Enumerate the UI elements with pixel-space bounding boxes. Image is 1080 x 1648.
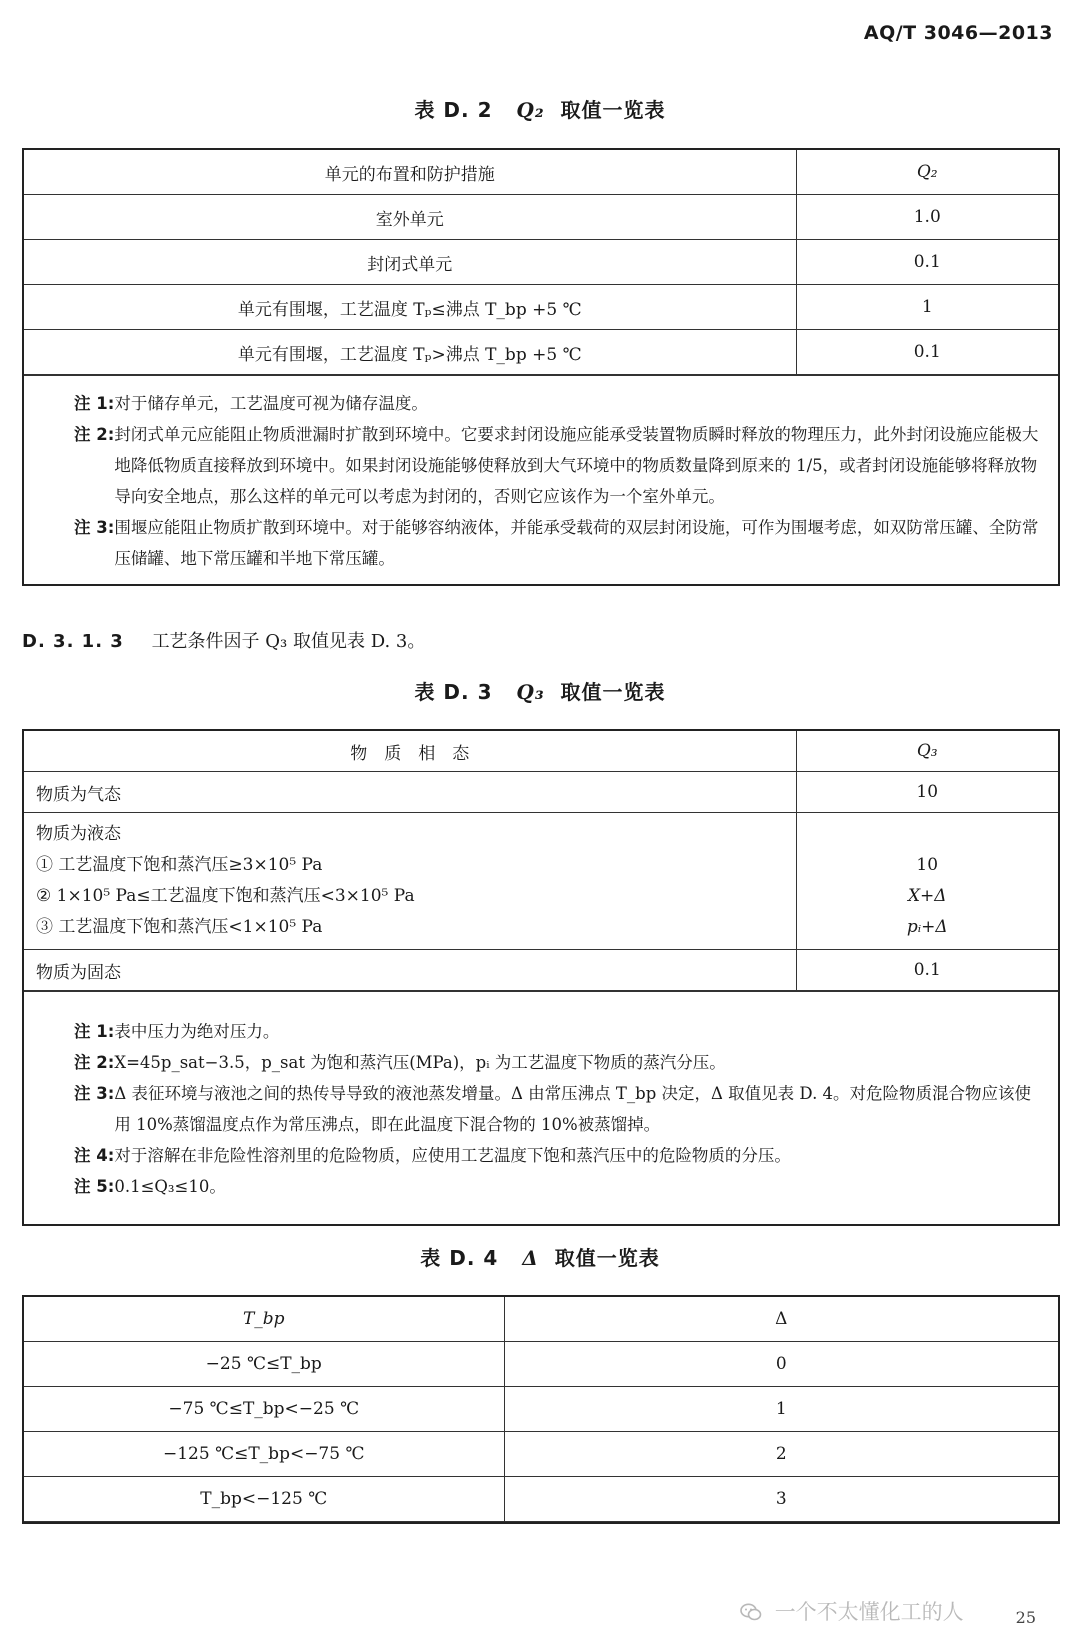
table-d3-title-symbol: Q₃ [516, 680, 545, 704]
table-row [24, 285, 1058, 330]
note-text: 围堰应能阻止物质扩散到环境中。对于能够容纳液体，并能承受载荷的双层封闭设施，可作为围堰考虑，如双防常压罐、全防常压储罐、地下常压罐和半地下常压罐。 [114, 518, 1039, 568]
table-row [24, 772, 1058, 813]
table-d4-header-row [24, 1297, 1058, 1342]
table-d2-col2-header: Q₂ [796, 150, 1058, 195]
note-tag: 注 3: [74, 1084, 115, 1103]
table-d4-title [0, 1242, 1080, 1271]
table-d2-value-cell: 1 [796, 285, 1058, 330]
wechat-icon [740, 1603, 762, 1621]
table-row [24, 813, 1058, 950]
table-d4-value-cell: 0 [504, 1342, 1058, 1387]
table-d2-value-cell: 0.1 [796, 330, 1058, 375]
table-d3 [22, 729, 1060, 1226]
note-item [74, 1078, 1046, 1140]
table-d2-header-row [24, 150, 1058, 195]
table-d4-range-cell: −25 ℃≤T_bp [24, 1342, 504, 1387]
liquid-value: 10 [916, 855, 939, 875]
liquid-value: X+Δ [907, 886, 947, 906]
note-text: 对于储存单元，工艺温度可视为储存温度。 [114, 394, 428, 413]
table-d4-value-cell: 1 [504, 1387, 1058, 1432]
table-d2-value-cell: 0.1 [796, 240, 1058, 285]
table-d2 [22, 148, 1060, 586]
table-d4-title-symbol: Δ [522, 1246, 539, 1270]
table-row [24, 1432, 1058, 1477]
table-d4-col2-header: Δ [504, 1297, 1058, 1342]
table-d4 [22, 1295, 1060, 1524]
table-d3-header-row [24, 731, 1058, 772]
note-tag: 注 4: [74, 1146, 115, 1165]
table-d4-value-cell: 2 [504, 1432, 1058, 1477]
note-text: 表中压力为绝对压力。 [114, 1022, 280, 1041]
table-row [24, 950, 1058, 991]
table-row [24, 1387, 1058, 1432]
note-text: Δ 表征环境与液池之间的热传导导致的液池蒸发增量。Δ 由常压沸点 T_bp 决定，Δ 取值见表 D. 4。对危险物质混合物应该使用 10%蒸馏温度点作为常压沸点，即在此温度下混合物的 10%被蒸馏掉。 [114, 1084, 1032, 1134]
table-row [24, 195, 1058, 240]
note-item [74, 1047, 1046, 1078]
note-tag: 注 2: [74, 425, 115, 444]
table-d2-notes [24, 375, 1058, 584]
note-item [74, 419, 1046, 512]
page-number: 25 [1015, 1608, 1036, 1627]
table-row [24, 240, 1058, 285]
clause-text: 工艺条件因子 Q₃ 取值见表 D. 3。 [151, 631, 426, 652]
table-d2-value-cell: 1.0 [796, 195, 1058, 240]
table-d4-range-cell: T_bp<−125 ℃ [24, 1477, 504, 1522]
table-d2-title-symbol: Q₂ [516, 98, 545, 122]
table-d3-col2-header: Q₃ [796, 731, 1058, 772]
liquid-label: 物质为液态 [36, 824, 121, 844]
note-item [74, 1171, 1046, 1202]
note-tag: 注 1: [74, 1022, 115, 1041]
table-d3-title-prefix: 表 D. 3 [414, 680, 493, 704]
note-item [74, 512, 1046, 574]
table-d3-gas-desc: 物质为气态 [24, 772, 796, 813]
table-row [24, 330, 1058, 375]
liquid-item: ① 工艺温度下饱和蒸汽压≥3×10⁵ Pa [36, 855, 323, 875]
note-text: 封闭式单元应能阻止物质泄漏时扩散到环境中。它要求封闭设施应能承受装置物质瞬时释放的物理压力，此外封闭设施应能极大地降低物质直接释放到环境中。如果封闭设施能够使释放到大气环境中的物质数量降到原来的 1/5，或者封闭设施能够将释放物导向安全地点，那么这样的单元可以考虑为封闭的，否则它应该作为一个室外单元。 [114, 425, 1039, 506]
table-d3-solid-value: 0.1 [796, 950, 1058, 991]
watermark [740, 1596, 964, 1626]
table-d4-col1-header: T_bp [24, 1297, 504, 1342]
table-d2-title-suffix: 取值一览表 [560, 98, 666, 122]
note-item [74, 1140, 1046, 1171]
note-text: X=45p_sat−3.5，p_sat 为饱和蒸汽压(MPa)，pᵢ 为工艺温度下物质的蒸汽分压。 [114, 1053, 726, 1072]
table-d2-desc-cell: 单元有围堰，工艺温度 Tₚ>沸点 T_bp +5 ℃ [24, 330, 796, 375]
liquid-item: ③ 工艺温度下饱和蒸汽压<1×10⁵ Pa [36, 917, 323, 937]
table-d2-desc-cell: 室外单元 [24, 195, 796, 240]
table-d3-title-suffix: 取值一览表 [560, 680, 666, 704]
clause-number: D. 3. 1. 3 [22, 631, 124, 652]
table-d4-range-cell: −75 ℃≤T_bp<−25 ℃ [24, 1387, 504, 1432]
table-d2-title [0, 94, 1080, 123]
note-tag: 注 5: [74, 1177, 115, 1196]
note-item [74, 1016, 1046, 1047]
table-d3-solid-desc: 物质为固态 [24, 950, 796, 991]
standard-code: AQ/T 3046—2013 [863, 22, 1053, 44]
table-d3-col1-header: 物 质 相 态 [24, 731, 796, 772]
note-text: 0.1≤Q₃≤10。 [114, 1177, 226, 1196]
clause-d3-1-3 [22, 627, 425, 653]
table-row [24, 1342, 1058, 1387]
note-tag: 注 2: [74, 1053, 115, 1072]
note-text: 对于溶解在非危险性溶剂里的危险物质，应使用工艺温度下饱和蒸汽压中的危险物质的分压。 [114, 1146, 791, 1165]
table-d2-col1-header: 单元的布置和防护措施 [24, 150, 796, 195]
table-d3-liquid-desc-cell [24, 813, 796, 950]
table-d2-desc-cell: 单元有围堰，工艺温度 Tₚ≤沸点 T_bp +5 ℃ [24, 285, 796, 330]
table-d3-notes [24, 991, 1058, 1224]
note-item [74, 388, 1046, 419]
liquid-item: ② 1×10⁵ Pa≤工艺温度下饱和蒸汽压<3×10⁵ Pa [36, 886, 415, 906]
table-d2-title-prefix: 表 D. 2 [414, 98, 493, 122]
table-d3-liquid-value-cell [796, 813, 1058, 950]
note-tag: 注 3: [74, 518, 115, 537]
table-d3-title [0, 676, 1080, 705]
table-row [24, 1477, 1058, 1522]
table-d4-title-prefix: 表 D. 4 [420, 1246, 499, 1270]
table-d2-desc-cell: 封闭式单元 [24, 240, 796, 285]
note-tag: 注 1: [74, 394, 115, 413]
liquid-value: pᵢ+Δ [906, 917, 948, 937]
table-d4-title-suffix: 取值一览表 [554, 1246, 660, 1270]
table-d3-gas-value: 10 [796, 772, 1058, 813]
watermark-text: 一个不太懂化工的人 [774, 1600, 964, 1624]
table-d4-value-cell: 3 [504, 1477, 1058, 1522]
table-d4-range-cell: −125 ℃≤T_bp<−75 ℃ [24, 1432, 504, 1477]
